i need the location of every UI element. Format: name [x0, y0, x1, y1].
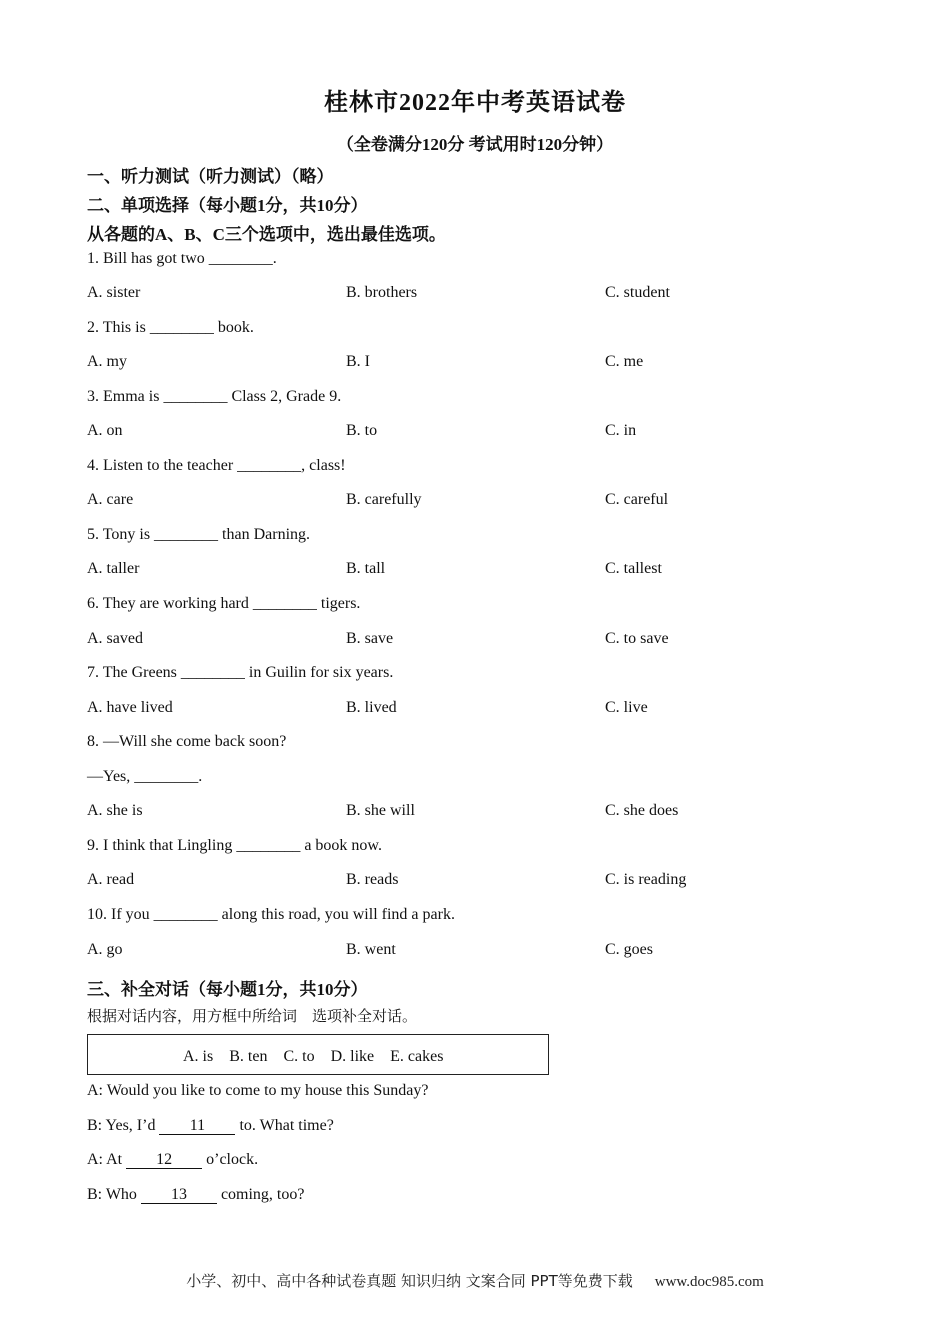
q10-option-b: B. went	[346, 941, 396, 958]
dialog-line-4-pre: B: Who	[87, 1186, 141, 1203]
question-1: 1. Bill has got two ________.	[87, 250, 277, 267]
q9-option-c: C. is reading	[605, 871, 687, 888]
dialog-line-1	[87, 1082, 429, 1100]
dialog-line-2-post: to. What time?	[235, 1117, 334, 1134]
q6-option-a: A. saved	[87, 630, 143, 647]
dialog-line-1-text: A: Would you like to come to my house this Sunday?	[87, 1082, 429, 1099]
question-6: 6. They are working hard ________ tigers.	[87, 595, 361, 612]
dialog-line-2	[87, 1117, 334, 1135]
question-5: 5. Tony is ________ than Darning.	[87, 526, 311, 543]
q1-option-c: C. student	[605, 284, 670, 301]
q9-option-a: A. read	[87, 871, 135, 888]
q4-option-b: B. carefully	[346, 491, 422, 508]
q5-option-a: A. taller	[87, 560, 140, 577]
question-10: 10. If you ________ along this road, you will find a park.	[87, 906, 455, 923]
q10-option-a: A. go	[87, 941, 123, 958]
page-title: 桂林市2022年中考英语试卷	[324, 90, 626, 116]
dialog-line-3-post: o’clock.	[202, 1151, 259, 1168]
blank-12: 12	[126, 1152, 202, 1169]
q3-option-c: C. in	[605, 422, 637, 439]
q3-option-b: B. to	[346, 422, 378, 439]
q6-option-c: C. to save	[605, 630, 669, 647]
q7-option-c: C. live	[605, 699, 648, 716]
question-8: 8. —Will she come back soon?	[87, 733, 287, 750]
dialog-line-3-pre: A: At	[87, 1151, 127, 1168]
question-8-reply: —Yes, ________.	[87, 768, 203, 785]
q9-option-b: B. reads	[346, 871, 399, 888]
q8-option-b: B. she will	[346, 802, 415, 819]
q1-option-b: B. brothers	[346, 284, 418, 301]
q5-option-c: C. tallest	[605, 560, 662, 577]
q8-option-c: C. she does	[605, 802, 679, 819]
section-2-heading: 二、单项选择（每小题1分，共10分）	[87, 196, 368, 215]
q5-option-b: B. tall	[346, 560, 386, 577]
question-4: 4. Listen to the teacher ________, class!	[87, 457, 346, 474]
blank-13: 13	[141, 1187, 217, 1204]
q7-option-b: B. lived	[346, 699, 397, 716]
dialog-line-4	[87, 1186, 304, 1204]
dialog-line-3	[87, 1151, 258, 1169]
section-1-heading: 一、听力测试（听力测试）（略）	[87, 167, 334, 186]
section-3-heading: 三、补全对话（每小题1分，共10分）	[87, 980, 368, 999]
section-2-instruction: 从各题的A、B、C三个选项中，选出最佳选项。	[87, 225, 446, 244]
footer-text: 小学、初中、高中各种试卷真题 知识归纳 文案合同 PPT等免费下载	[186, 1272, 633, 1290]
q1-option-a: A. sister	[87, 284, 141, 301]
q2-option-b: B. I	[346, 353, 370, 370]
word-box	[87, 1034, 549, 1075]
q3-option-a: A. on	[87, 422, 123, 439]
question-2: 2. This is ________ book.	[87, 319, 254, 336]
page-footer	[0, 1270, 950, 1291]
q10-option-c: C. goes	[605, 941, 653, 958]
dialog-line-4-post: coming, too?	[216, 1186, 305, 1203]
question-9: 9. I think that Lingling ________ a book now.	[87, 837, 382, 854]
q6-option-b: B. save	[346, 630, 394, 647]
question-3: 3. Emma is ________ Class 2, Grade 9.	[87, 388, 342, 405]
q8-option-a: A. she is	[87, 802, 143, 819]
word-box-options: A. is B. ten C. to D. like E. cakes	[183, 1048, 444, 1065]
q2-option-a: A. my	[87, 353, 127, 370]
q2-option-c: C. me	[605, 353, 644, 370]
question-7: 7. The Greens ________ in Guilin for six years.	[87, 664, 394, 681]
q4-option-c: C. careful	[605, 491, 669, 508]
q4-option-a: A. care	[87, 491, 134, 508]
section-3-instruction: 根据对话内容，用方框中所给词 选项补全对话。	[87, 1007, 418, 1025]
q7-option-a: A. have lived	[87, 699, 173, 716]
blank-11: 11	[159, 1118, 235, 1135]
page-subtitle: （全卷满分120分 考试用时120分钟）	[336, 135, 614, 154]
dialog-line-2-pre: B: Yes, I’d	[87, 1117, 160, 1134]
footer-site-link[interactable]: www.doc985.com	[654, 1274, 764, 1290]
